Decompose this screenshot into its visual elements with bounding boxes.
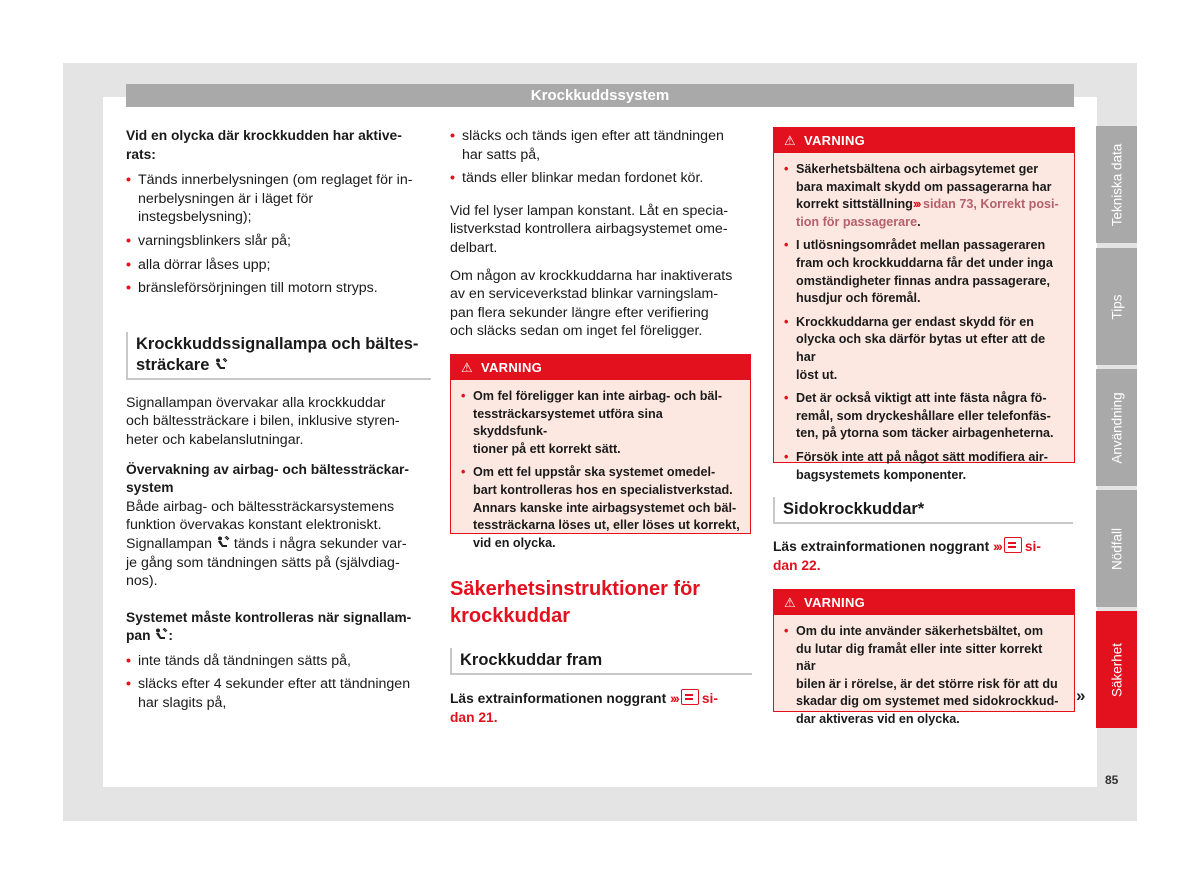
paragraph: Både airbag- och bältessträckarsystemens funktion övervakas konstant elektroniskt. Signallampan tänds i några sekunder var- je gång som tändningen sätts på (självdiag- nos). [126,498,407,590]
list-item: • inte tänds då tändningen sätts på, [126,652,431,671]
tab-nodfall[interactable]: Nödfall [1096,490,1137,607]
intro-heading: Vid en olycka där krockkudden har aktive- rats: [126,128,402,162]
list-item: • varningsblinkers slår på; [126,232,431,251]
warning-box [773,127,1075,482]
paragraph: Signallampan övervakar alla krockkuddar och bältessträckare i bilen, inklusive styren- heter och kabelanslutningar. [126,394,400,448]
chapter-header: Krockkuddssystem [126,84,1074,107]
cross-reference: Läs extrainformationen noggrant ››› si- dan 21. [450,691,718,725]
column-1 [126,127,431,713]
page-link[interactable]: si- [1024,539,1041,554]
warning-header: ⚠ VARNING [451,355,750,380]
paragraph: Om någon av krockkuddarna har inaktiverats av en serviceverkstad blinkar varningslam- pan flera sekunder längre efter verifiering och släcks sedan om inget fel föreligger. [450,267,733,340]
warning-triangle-icon: ⚠ [784,595,796,610]
red-section-heading: Säkerhetsinstruktioner för krockkuddar [450,578,701,627]
airbag-warning-icon [216,536,230,549]
page-number: 85 [1105,773,1119,787]
sub-heading: Systemet måste kontrolleras när signallam- pan : [126,609,412,644]
warning-body [774,153,1074,496]
warning-item: • Krockkuddarna ger endast skydd för en olycka och ska därför bytas ut efter att de har löst ut. [784,314,1064,384]
paragraph: Vid fel lyser lampan konstant. Låt en specia- listverkstad kontrollera airbagsystemet ome- delbart. [450,202,729,256]
warning-item: • Om du inte använder säkerhetsbältet, om du lutar dig framåt eller inte sitter korrekt när bilen är i rörelse, är det större risk för att du skadar dig om systemet med sidokrockkud- dar aktiveras vid en olycka. [784,623,1064,729]
warning-body [774,615,1074,741]
column-2-lower [450,576,752,727]
section-heading-side-airbags: Sidokrockkuddar* [773,497,1073,524]
warning-triangle-icon: ⚠ [461,360,473,375]
tab-sakerhet[interactable]: Säkerhet [1096,611,1137,728]
warning-header: ⚠ VARNING [774,590,1074,615]
warning-item: • I utlösningsområdet mellan passageraren fram och krockkuddarna får det under inga omständigheter finnas andra passagerare, husdjur och föremål. [784,237,1064,307]
sub-heading: Övervakning av airbag- och bältessträckar- system [126,461,409,496]
warning-item: • Säkerhetsbältena och airbagsytemet ger bara maximalt skydd om passagerarna har korrekt sittställning››› sidan 73, Korrekt posi- tion för passagerare. [784,161,1064,231]
warning-body [451,380,750,564]
chevron-right-icon: ››› [912,197,920,212]
warning-item: • Om fel föreligger kan inte airbag- och bäl- tessträckarsystemet utföra sina skyddsfunk- tioner på ett korrekt sätt. [461,388,740,458]
page-link[interactable]: tion för passagerare [796,214,918,229]
chevron-right-icon: ››› [670,691,678,706]
warning-item: • Om ett fel uppstår ska systemet omedel- bart kontrolleras hos en specialistverkstad. Annars kanske inte airbagsystemet och bäl- tessträckarna löses ut, eller löses ut korrekt, vid en olycka. [461,464,740,552]
tab-tips[interactable]: Tips [1096,248,1137,365]
list-item: • alla dörrar låses upp; [126,256,431,275]
warning-item: • Det är också viktigt att inte fästa några fö- remål, som dryckeshållare eller telefonfäs- ten, på ytorna som täcker airbagenheterna. [784,390,1064,443]
list-item: • bränsleförsörjningen till motorn stryps. [126,279,431,298]
document-icon [1004,537,1022,553]
continue-arrow-icon: » [1076,686,1084,705]
tab-tekniska-data[interactable]: Tekniska data [1096,126,1137,243]
section-heading-signal-lamp: Krockkuddssignallampa och bältes- sträckare [126,332,431,380]
tab-anvandning[interactable]: Användning [1096,369,1137,486]
list-item: • Tänds innerbelysningen (om reglaget för in- nerbelysningen är i läget för instegsbelysning); [126,171,431,227]
page-link[interactable]: si- [701,691,718,706]
list-item: • släcks och tänds igen efter att tändningen har satts på, [450,127,752,164]
warning-triangle-icon: ⚠ [784,133,796,148]
warning-item: • Försök inte att på något sätt modifiera air- bagsystemets komponenter. [784,449,1064,484]
airbag-warning-icon [214,358,228,371]
airbag-warning-icon [154,628,168,641]
cross-reference: Läs extrainformationen noggrant ››› si- dan 22. [773,539,1041,573]
list-item: • släcks efter 4 sekunder efter att tändningen har slagits på, [126,675,431,712]
column-2 [450,127,752,341]
warning-header: ⚠ VARNING [774,128,1074,153]
chevron-right-icon: ››› [993,539,1001,554]
page-link[interactable]: sidan 73, Korrekt posi- [922,197,1059,212]
document-icon [681,689,699,705]
section-heading-front-airbags: Krockkuddar fram [450,648,752,675]
list-item: • tänds eller blinkar medan fordonet kör. [450,169,752,188]
page-link[interactable]: dan 22. [773,557,821,573]
page-link[interactable]: dan 21. [450,709,498,725]
column-3-middle [773,497,1073,575]
warning-box [450,354,751,550]
warning-box [773,589,1075,726]
